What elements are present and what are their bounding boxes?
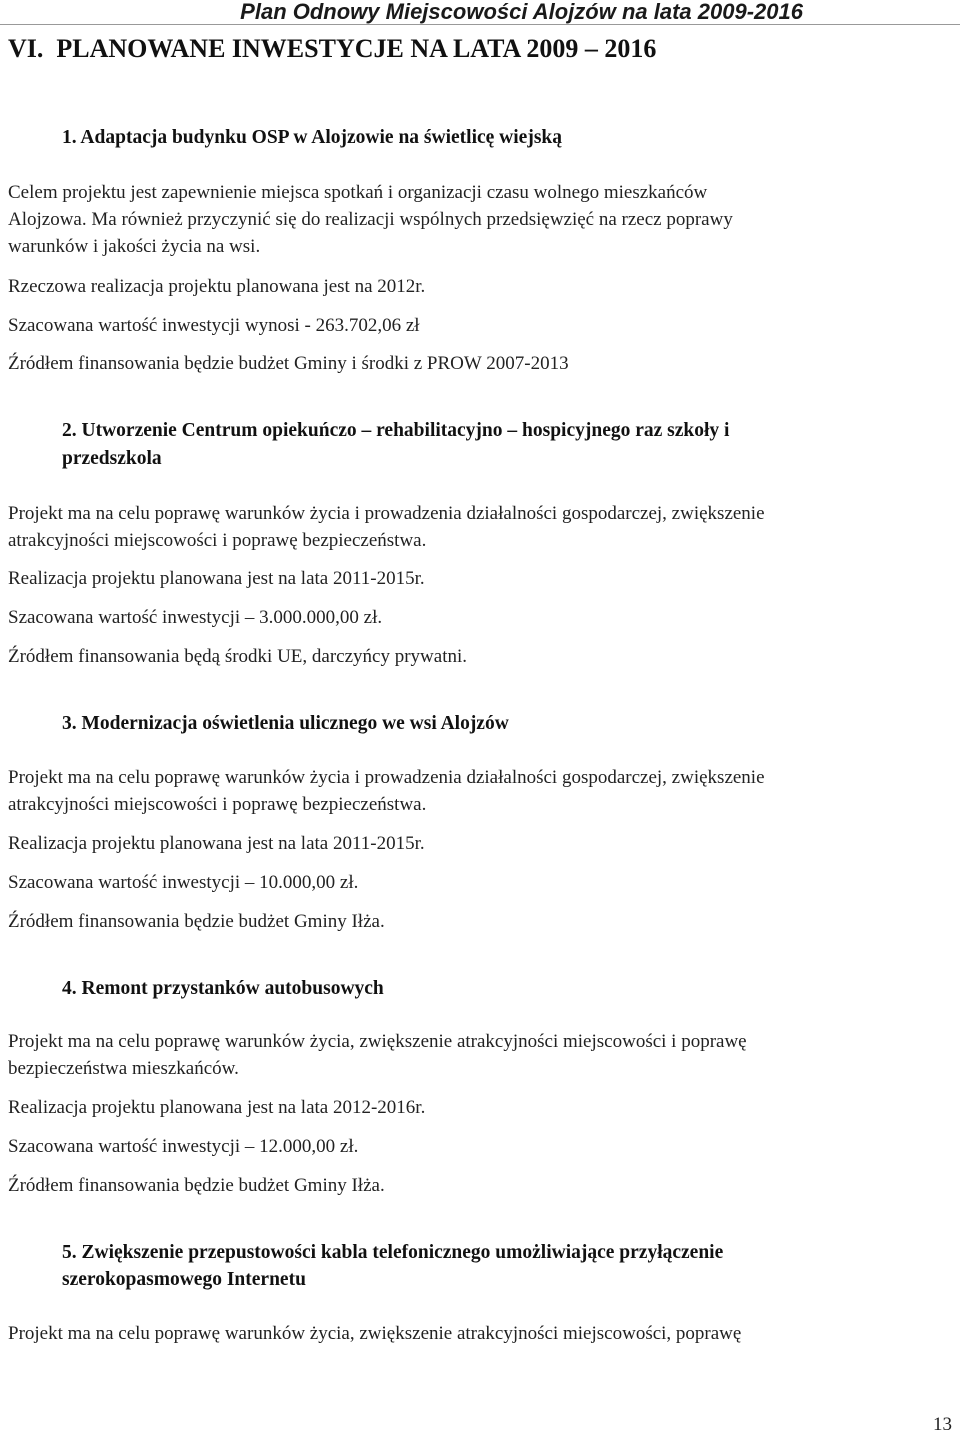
paragraph-line: Projekt ma na celu poprawę warunków życia i prowadzenia działalności gospodarczej, zwiększenie: [8, 503, 765, 524]
paragraph-line: atrakcyjności miejscowości i poprawę bezpieczeństwa.: [8, 530, 427, 551]
realization-text: Realizacja projektu planowana jest na lata 2011-2015r.: [8, 568, 425, 589]
cost-text: Szacowana wartość inwestycji – 10.000,00 zł.: [8, 872, 359, 893]
section-heading: szerokopasmowego Internetu: [62, 1269, 306, 1290]
chapter-title: VI. PLANOWANE INWESTYCJE NA LATA 2009 – 2016: [8, 34, 657, 63]
header-rule: [0, 24, 960, 25]
cost-text: Szacowana wartość inwestycji – 12.000,00 zł.: [8, 1136, 359, 1157]
section-heading: 2. Utworzenie Centrum opiekuńczo – rehabilitacyjno – hospicyjnego raz szkoły i: [62, 420, 730, 441]
cost-text: Szacowana wartość inwestycji – 3.000.000,00 zł.: [8, 607, 383, 628]
funding-text: Źródłem finansowania będzie budżet Gminy i środki z PROW 2007-2013: [8, 353, 569, 374]
paragraph-line: Celem projektu jest zapewnienie miejsca spotkań i organizacji czasu wolnego mieszkańców: [8, 182, 708, 203]
funding-text: Źródłem finansowania będzie budżet Gminy Iłża.: [8, 1175, 385, 1196]
section-heading: 5. Zwiększenie przepustowości kabla telefonicznego umożliwiające przyłączenie: [62, 1242, 724, 1263]
paragraph-line: Projekt ma na celu poprawę warunków życia, zwiększenie atrakcyjności miejscowości i poprawę: [8, 1031, 747, 1052]
paragraph-line: bezpieczeństwa mieszkańców.: [8, 1058, 239, 1079]
section-heading: 3. Modernizacja oświetlenia ulicznego we wsi Alojzów: [62, 713, 509, 734]
realization-text: Realizacja projektu planowana jest na lata 2012-2016r.: [8, 1097, 426, 1118]
realization-text: Realizacja projektu planowana jest na lata 2011-2015r.: [8, 833, 425, 854]
page-number: 13: [933, 1414, 952, 1435]
section-heading: 4. Remont przystanków autobusowych: [62, 978, 384, 999]
paragraph-line: Projekt ma na celu poprawę warunków życia, zwiększenie atrakcyjności miejscowości, poprawę: [8, 1323, 742, 1344]
funding-text: Źródłem finansowania będzie budżet Gminy Iłża.: [8, 911, 385, 932]
section-heading: przedszkola: [62, 448, 162, 469]
funding-text: Źródłem finansowania będą środki UE, darczyńcy prywatni.: [8, 646, 468, 667]
paragraph-line: warunków i jakości życia na wsi.: [8, 236, 261, 257]
paragraph-line: atrakcyjności miejscowości i poprawę bezpieczeństwa.: [8, 794, 427, 815]
section-heading: 1. Adaptacja budynku OSP w Alojzowie na świetlicę wiejską: [62, 127, 563, 148]
paragraph-line: Projekt ma na celu poprawę warunków życia i prowadzenia działalności gospodarczej, zwiększenie: [8, 767, 765, 788]
paragraph-line: Alojzowa. Ma również przyczynić się do realizacji wspólnych przedsięwzięć na rzecz poprawy: [8, 209, 733, 230]
realization-text: Rzeczowa realizacja projektu planowana jest na 2012r.: [8, 276, 426, 297]
running-header: Plan Odnowy Miejscowości Alojzów na lata 2009-2016: [240, 0, 803, 24]
cost-text: Szacowana wartość inwestycji wynosi - 263.702,06 zł: [8, 315, 420, 336]
